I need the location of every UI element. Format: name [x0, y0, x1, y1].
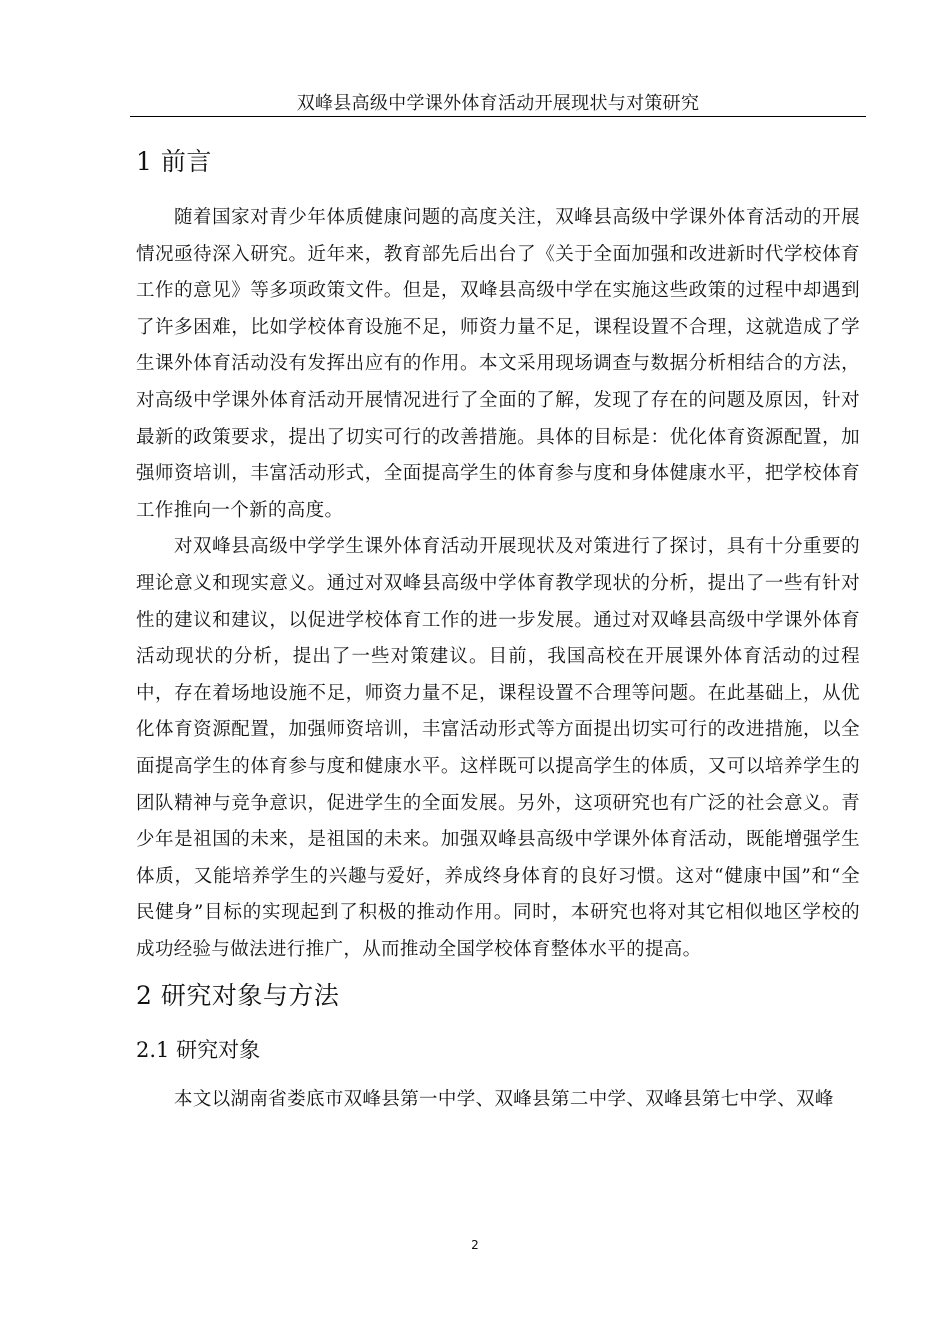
page-number: 2 — [471, 1238, 479, 1252]
header-divider — [130, 116, 866, 117]
body-paragraph: 本文以湖南省娄底市双峰县第一中学、双峰县第二中学、双峰县第七中学、双峰 — [174, 1089, 834, 1111]
section-heading-methods: 2 研究对象与方法 — [136, 981, 340, 1011]
subsection-heading-subjects: 2.1 研究对象 — [136, 1038, 261, 1063]
section-heading-introduction: 1 前言 — [136, 147, 212, 176]
document-body — [136, 140, 860, 1119]
running-header: 双峰县高级中学课外体育活动开展现状与对策研究 — [296, 93, 700, 114]
body-paragraph: 随着国家对青少年体质健康问题的高度关注，双峰县高级中学课外体育活动的开展情况亟待深入研究。近年来，教育部先后出台了《关于全面加强和改进新时代学校体育工作的意见》等多项政策文件。但是，双峰县高级中学在实施这些政策的过程中却遇到了许多困难，比如学校体育设施不足，师资力量不足，课程设置不合理，这就造成了学生课外体育活动没有发挥出应有的作用。本文采用现场调查与数据分析相结合的方法，对高级中学课外体育活动开展情况进行了全面的了解，发现了存在的问题及原因，针对最新的政策要求，提出了切实可行的改善措施。具体的目标是：优化体育资源配置，加强师资培训，丰富活动形式，全面提高学生的体育参与度和身体健康水平，把学校体育工作推向一个新的高度。 — [136, 207, 860, 521]
body-paragraph: 对双峰县高级中学学生课外体育活动开展现状及对策进行了探讨，具有十分重要的理论意义和现实意义。通过对双峰县高级中学体育教学现状的分析，提出了一些有针对性的建议和建议，以促进学校体育工作的进一步发展。通过对双峰县高级中学课外体育活动现状的分析，提出了一些对策建议。目前，我国高校在开展课外体育活动的过程中，存在着场地设施不足，师资力量不足，课程设置不合理等问题。在此基础上，从优化体育资源配置，加强师资培训，丰富活动形式等方面提出切实可行的改进措施，以全面提高学生的体育参与度和健康水平。这样既可以提高学生的体质，又可以培养学生的团队精神与竞争意识，促进学生的全面发展。另外，这项研究也有广泛的社会意义。青少年是祖国的未来，是祖国的未来。加强双峰县高级中学课外体育活动，既能增强学生体质，又能培养学生的兴趣与爱好，养成终身体育的良好习惯。这对“健康中国”和“全民健身”目标的实现起到了积极的推动作用。同时，本研究也将对其它相似地区学校的成功经验与做法进行推广，从而推动全国学校体育整体水平的提高。 — [136, 536, 860, 960]
